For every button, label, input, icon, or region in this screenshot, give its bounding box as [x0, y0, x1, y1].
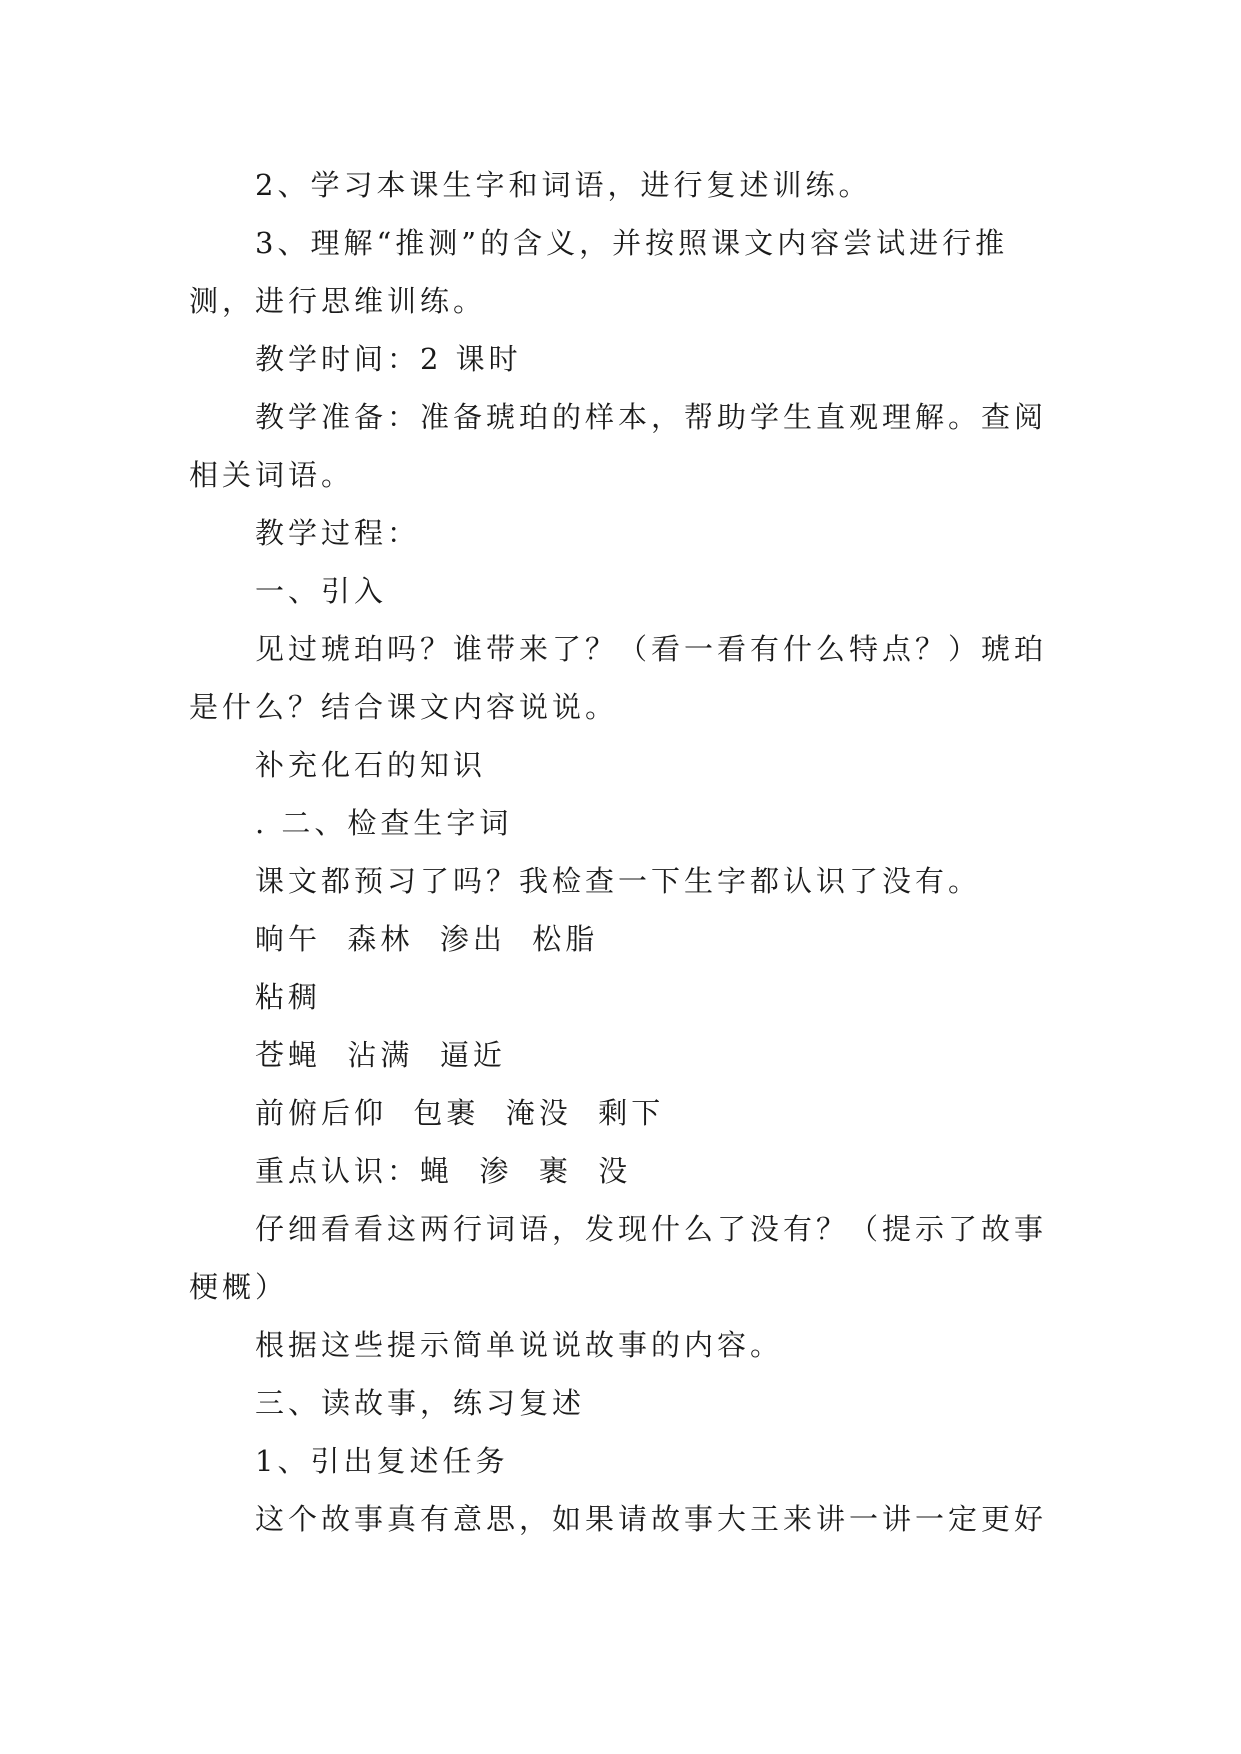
paragraph: 教学时间：2 课时 [255, 342, 522, 376]
paragraph: 2、学习本课生字和词语，进行复述训练。 [255, 168, 872, 202]
key-characters: 重点认识：蝇 渗 裹 没 [255, 1154, 632, 1188]
paragraph: 仔细看看这两行词语，发现什么了没有？（提示了故事梗概） [189, 1212, 1048, 1304]
paragraph: 3、理解“推测”的含义，并按照课文内容尝试进行推测，进行思维训练。 [189, 226, 1009, 318]
paragraph: 根据这些提示简单说说故事的内容。 [255, 1328, 784, 1362]
section-heading: . 二、检查生字词 [255, 806, 513, 840]
word-list: 粘稠 [255, 980, 322, 1014]
section-heading: 三、读故事，练习复述 [255, 1386, 586, 1420]
paragraph: 见过琥珀吗？谁带来了？（看一看有什么特点？）琥珀是什么？结合课文内容说说。 [189, 632, 1048, 724]
paragraph: 补充化石的知识 [255, 748, 487, 782]
document-body [189, 156, 1053, 1548]
paragraph: 这个故事真有意思，如果请故事大王来讲一讲一定更好 [255, 1502, 1048, 1536]
section-heading: 一、引入 [255, 574, 388, 608]
paragraph: 1、引出复述任务 [255, 1444, 509, 1478]
paragraph: 教学过程： [255, 516, 421, 550]
paragraph: 教学准备：准备琥珀的样本，帮助学生直观理解。查阅相关词语。 [189, 400, 1048, 492]
word-list: 苍蝇 沾满 逼近 [255, 1038, 506, 1072]
word-list: 晌午 森林 渗出 松脂 [255, 922, 599, 956]
word-list: 前俯后仰 包裹 淹没 剩下 [255, 1096, 665, 1130]
paragraph: 课文都预习了吗？我检查一下生字都认识了没有。 [255, 864, 982, 898]
